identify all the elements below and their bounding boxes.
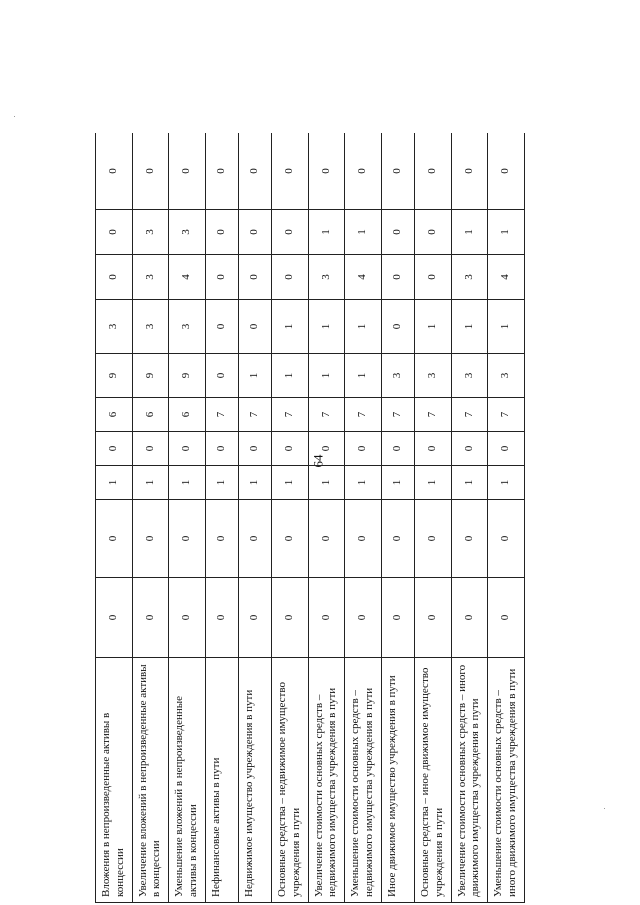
code-cell: 0	[96, 578, 133, 658]
code-cell: 0	[205, 500, 238, 578]
code-cell: 3	[381, 354, 414, 398]
code-cell: 0	[381, 578, 414, 658]
code-cell: 0	[488, 500, 525, 578]
code-cell: 0	[238, 578, 271, 658]
row-label: Увеличение вложений в непроизведенные активы в концессии	[132, 658, 169, 903]
code-cell: 0	[488, 133, 525, 210]
code-cell: 9	[96, 354, 133, 398]
code-cell: 3	[488, 354, 525, 398]
code-cell: 1	[488, 210, 525, 255]
code-cell: 1	[308, 300, 345, 354]
code-cell: 3	[96, 300, 133, 354]
code-cell: 1	[415, 466, 452, 500]
table-row	[488, 133, 525, 903]
code-cell: 1	[272, 466, 309, 500]
code-cell: 0	[308, 578, 345, 658]
code-cell: 3	[415, 354, 452, 398]
code-cell: 1	[272, 300, 309, 354]
code-cell: 0	[238, 210, 271, 255]
table-row	[415, 133, 452, 903]
code-cell: 4	[169, 255, 206, 300]
code-cell: 0	[308, 500, 345, 578]
code-cell: 3	[169, 300, 206, 354]
table-row	[96, 133, 133, 903]
code-cell: 0	[132, 432, 169, 466]
code-cell: 1	[488, 300, 525, 354]
code-cell: 0	[205, 578, 238, 658]
code-cell: 1	[451, 300, 488, 354]
code-cell: 1	[132, 466, 169, 500]
code-cell: 0	[205, 432, 238, 466]
table-row	[238, 133, 271, 903]
row-label: Уменьшение стоимости основных средств – недвижимого имущества учреждения в пути	[345, 658, 382, 903]
code-cell: 0	[451, 133, 488, 210]
code-cell: 0	[205, 255, 238, 300]
code-cell: 1	[451, 210, 488, 255]
code-cell: 4	[488, 255, 525, 300]
row-label: Увеличение стоимости основных средств – недвижимого имущества учреждения в пути	[308, 658, 345, 903]
scan-speck	[604, 808, 605, 809]
code-cell: 1	[345, 466, 382, 500]
row-label: Основные средства – иное движимое имущество учреждения в пути	[415, 658, 452, 903]
code-cell: 1	[345, 210, 382, 255]
code-cell: 0	[238, 432, 271, 466]
code-cell: 0	[415, 500, 452, 578]
code-cell: 3	[169, 210, 206, 255]
code-cell: 1	[488, 466, 525, 500]
table-row	[272, 133, 309, 903]
table-row	[345, 133, 382, 903]
code-cell: 0	[272, 133, 309, 210]
code-cell: 0	[96, 133, 133, 210]
account-codes-table	[95, 133, 525, 903]
code-cell: 1	[381, 466, 414, 500]
code-cell: 0	[272, 210, 309, 255]
code-cell: 0	[415, 578, 452, 658]
code-cell: 0	[132, 133, 169, 210]
code-cell: 0	[169, 578, 206, 658]
code-cell: 3	[308, 255, 345, 300]
code-cell: 0	[381, 210, 414, 255]
code-cell: 1	[345, 354, 382, 398]
code-cell: 7	[238, 398, 271, 432]
code-cell: 0	[96, 255, 133, 300]
code-cell: 0	[238, 300, 271, 354]
table-row	[381, 133, 414, 903]
code-cell: 1	[238, 466, 271, 500]
row-label: Вложения в непроизведенные активы в концессии	[96, 658, 133, 903]
code-cell: 0	[169, 500, 206, 578]
code-cell: 0	[381, 300, 414, 354]
code-cell: 0	[238, 500, 271, 578]
code-cell: 1	[205, 466, 238, 500]
row-label: Увеличение стоимости основных средств – иного движимого имущества учреждения в пути	[451, 658, 488, 903]
table-row	[451, 133, 488, 903]
row-label: Основные средства – недвижимое имущество учреждения в пути	[272, 658, 309, 903]
table-body	[96, 133, 525, 903]
code-cell: 3	[451, 255, 488, 300]
code-cell: 7	[205, 398, 238, 432]
code-cell: 0	[96, 500, 133, 578]
code-cell: 1	[169, 466, 206, 500]
code-cell: 6	[169, 398, 206, 432]
code-cell: 0	[415, 210, 452, 255]
code-cell: 0	[272, 432, 309, 466]
table-row	[308, 133, 345, 903]
table-row	[169, 133, 206, 903]
code-cell: 0	[488, 432, 525, 466]
table-row	[205, 133, 238, 903]
code-cell: 0	[381, 133, 414, 210]
code-cell: 7	[308, 398, 345, 432]
code-cell: 1	[345, 300, 382, 354]
code-cell: 6	[96, 398, 133, 432]
code-cell: 0	[415, 432, 452, 466]
code-cell: 0	[308, 432, 345, 466]
code-cell: 3	[132, 300, 169, 354]
row-label: Нефинансовые активы в пути	[205, 658, 238, 903]
code-cell: 6	[132, 398, 169, 432]
code-cell: 1	[451, 466, 488, 500]
row-label: Иное движимое имущество учреждения в пути	[381, 658, 414, 903]
code-cell: 7	[415, 398, 452, 432]
code-cell: 0	[132, 578, 169, 658]
code-cell: 0	[205, 210, 238, 255]
code-cell: 0	[415, 133, 452, 210]
code-cell: 1	[238, 354, 271, 398]
code-cell: 0	[272, 255, 309, 300]
code-cell: 0	[451, 578, 488, 658]
code-cell: 3	[451, 354, 488, 398]
code-cell: 0	[345, 578, 382, 658]
code-cell: 0	[272, 500, 309, 578]
code-cell: 1	[96, 466, 133, 500]
code-cell: 9	[132, 354, 169, 398]
row-label: Уменьшение стоимости основных средств – иного движимого имущества учреждения в пути	[488, 658, 525, 903]
code-cell: 7	[488, 398, 525, 432]
code-cell: 0	[308, 133, 345, 210]
code-cell: 3	[132, 255, 169, 300]
code-cell: 0	[96, 210, 133, 255]
code-cell: 0	[205, 300, 238, 354]
code-cell: 1	[308, 466, 345, 500]
code-cell: 0	[272, 578, 309, 658]
code-cell: 0	[488, 578, 525, 658]
code-cell: 0	[345, 432, 382, 466]
code-cell: 1	[272, 354, 309, 398]
code-cell: 1	[415, 300, 452, 354]
code-cell: 1	[308, 354, 345, 398]
code-cell: 0	[238, 255, 271, 300]
code-cell: 0	[381, 432, 414, 466]
row-label: Недвижимое имущество учреждения в пути	[238, 658, 271, 903]
code-cell: 0	[205, 133, 238, 210]
code-cell: 1	[308, 210, 345, 255]
scan-speck	[14, 116, 15, 117]
code-cell: 0	[381, 255, 414, 300]
code-cell: 9	[169, 354, 206, 398]
code-cell: 0	[132, 500, 169, 578]
code-cell: 0	[451, 432, 488, 466]
code-cell: 4	[345, 255, 382, 300]
table-row	[132, 133, 169, 903]
row-label: Уменьшение вложений в непроизведенные активы в концессии	[169, 658, 206, 903]
code-cell: 7	[345, 398, 382, 432]
code-cell: 0	[415, 255, 452, 300]
code-cell: 7	[451, 398, 488, 432]
code-cell: 7	[381, 398, 414, 432]
code-cell: 0	[169, 133, 206, 210]
code-cell: 0	[381, 500, 414, 578]
page-number: 64	[310, 454, 326, 468]
code-cell: 0	[96, 432, 133, 466]
table-frame	[95, 133, 525, 903]
code-cell: 0	[205, 354, 238, 398]
code-cell: 0	[169, 432, 206, 466]
code-cell: 0	[345, 500, 382, 578]
code-cell: 0	[238, 133, 271, 210]
code-cell: 0	[451, 500, 488, 578]
code-cell: 3	[132, 210, 169, 255]
code-cell: 7	[272, 398, 309, 432]
code-cell: 0	[345, 133, 382, 210]
